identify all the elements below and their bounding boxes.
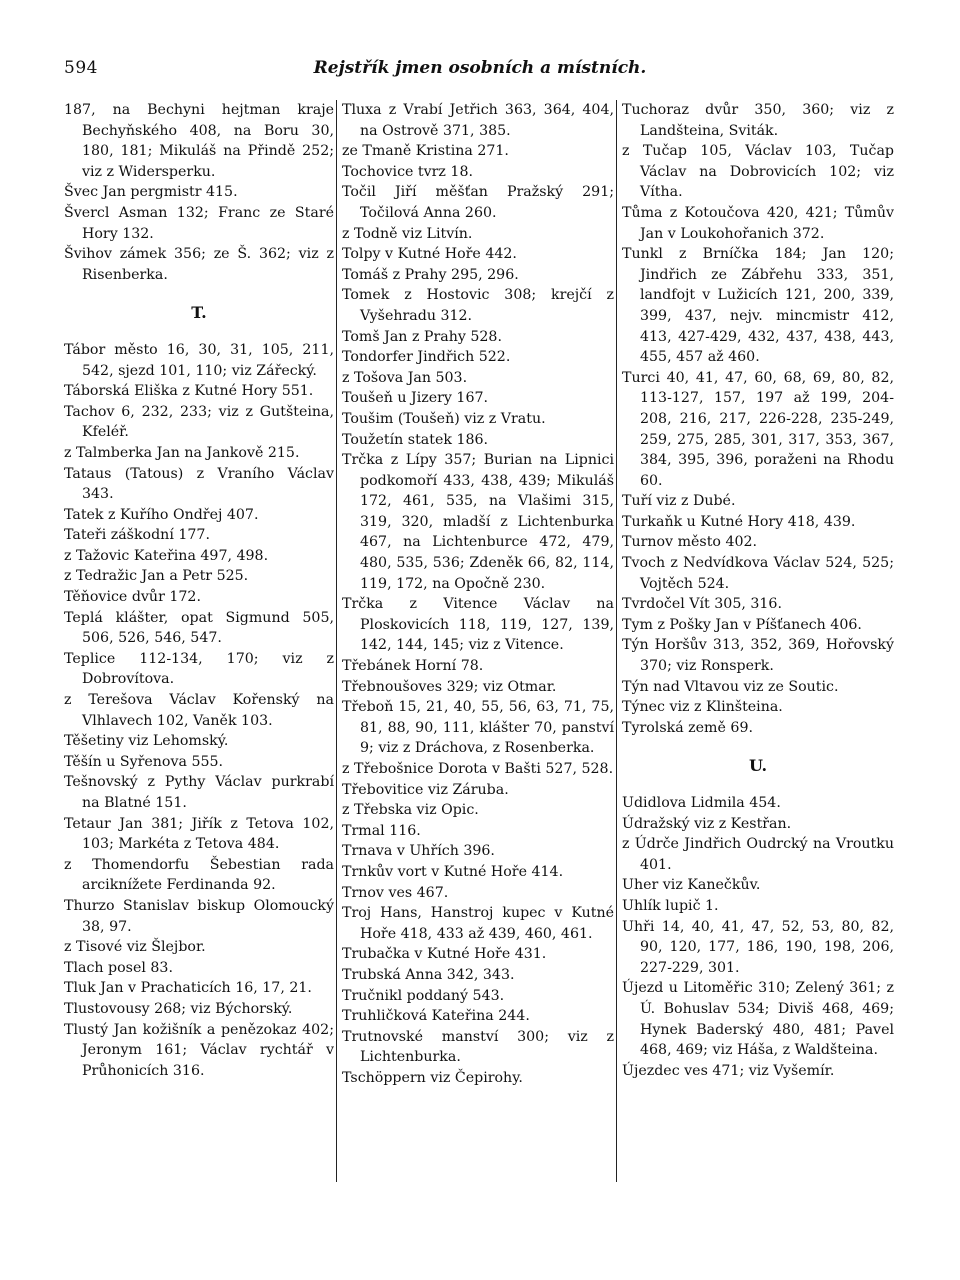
index-entry: Švec Jan pergmistr 415. xyxy=(64,184,238,201)
index-entry: Trčka z Lípy 357; Burian na Lipnici podkomoří 433, 438, 439; Mikuláš 172, 461, 535, na Vlašimi 315, 319, 320, mladší z Lichtenburka 467, na Lichtenburce 472, 479, 480, 535, 536; Zdeněk 66, 82, 114, 119, 172, na Opočně 230. xyxy=(342,452,614,592)
index-entry: Teplice 112-134, 170; viz z Dobrovítova. xyxy=(64,650,334,688)
index-entry: Tuří viz z Dubé. xyxy=(622,493,736,510)
index-entry: Trnov ves 467. xyxy=(342,884,449,901)
index-entry: Třebánek Horní 78. xyxy=(342,658,484,675)
column-divider xyxy=(616,100,617,1182)
index-entry: Tondorfer Jindřich 522. xyxy=(342,349,511,366)
index-entry: Tlustovousy 268; viz Býchorský. xyxy=(64,1000,293,1017)
index-entry: Trubská Anna 342, 343. xyxy=(342,966,515,983)
index-entry: 187, na Bechyni hejtman kraje Bechyňského 408, na Boru 30, 180, 181; Mikuláš na Přindě 252; viz z Widersperku. xyxy=(64,102,334,180)
running-title: Rejstřík jmen osobních a místních. xyxy=(313,58,647,78)
index-entry: Tůma z Kotoučova 420, 421; Tůmův Jan v Loukohořanich 372. xyxy=(622,204,894,242)
index-entry: Tluxa z Vrabí Jetřich 363, 364, 404, na Ostrově 371, 385. xyxy=(342,102,614,139)
index-entry: Třeboň 15, 21, 40, 55, 56, 63, 71, 75, 81, 88, 90, 111, klášter 70, panství 9; viz z Dráchova, z Rosenberka. xyxy=(342,699,614,757)
index-entry: z Todně viz Litvín. xyxy=(342,225,473,242)
index-entry: Turnov město 402. xyxy=(622,534,758,551)
index-entry: Švihov zámek 356; ze Š. 362; viz z Risenberka. xyxy=(64,246,334,283)
index-entry: z Tisové viz Šlejbor. xyxy=(64,939,206,956)
section-letter: U. xyxy=(748,756,768,776)
index-entry: Tschöppern viz Čepirohy. xyxy=(342,1069,523,1086)
index-entry: z Talmberka Jan na Jankově 215. xyxy=(64,444,300,461)
index-entry: ze Tmaně Kristina 271. xyxy=(342,143,509,160)
index-entry: Těšín u Syřenova 555. xyxy=(64,753,224,770)
index-entry: Těňovice dvůr 172. xyxy=(64,589,201,606)
index-entry: Tateři záškodní 177. xyxy=(64,527,210,544)
index-entry: Újezd u Litoměřic 310; Zelený 361; z Ú. Bohuslav 534; Diviš 468, 469; Hynek Baderský 480, 481; Pavel 468, 469; viz Háša, z Waldšteina. xyxy=(622,980,894,1059)
index-entry: Tábor město 16, 30, 31, 105, 211, 542, sjezd 101, 110; viz Zářecký. xyxy=(64,341,334,379)
index-entry: z Tošova Jan 503. xyxy=(342,369,468,386)
page-number: 594 xyxy=(64,58,98,78)
index-entry: z Terešova Václav Kořenský na Vlhlavech 102, Vaněk 103. xyxy=(64,692,334,729)
index-entry: Trmal 116. xyxy=(342,822,421,839)
index-entry: Tomáš z Prahy 295, 296. xyxy=(342,266,519,283)
index-entry: Újezdec ves 471; viz Vyšemír. xyxy=(622,1062,835,1079)
index-entry: z Tedražic Jan a Petr 525. xyxy=(64,568,249,585)
index-entry: Tataus (Tatous) z Vraního Václav 343. xyxy=(64,465,334,503)
index-entry: Tunkl z Brníčka 184; Jan 120; Jindřich ze Zábřehu 333, 351, landfojt v Lužicích 121, 200, 339, 399, 437, nejv. mincmistr 412, 413, 427-429, 432, 437, 438, 443, 455, 457 až 460. xyxy=(622,246,894,366)
index-entry: Týnec viz z Klinšteina. xyxy=(622,699,783,716)
index-column-left xyxy=(64,100,334,1190)
index-entry: z Třebska viz Opic. xyxy=(342,802,479,819)
index-entry: Thurzo Stanislav biskup Olomoucký 38, 97. xyxy=(64,897,334,935)
index-entry: Uhři 14, 40, 41, 47, 52, 53, 80, 82, 90, 120, 177, 186, 190, 198, 206, 227-229, 301. xyxy=(622,918,894,976)
index-entry: Tručnikl poddaný 543. xyxy=(342,987,505,1004)
index-entry: Trčka z Vitence Václav na Ploskovicích 118, 119, 127, 139, 142, 144, 145; viz z Vitence. xyxy=(342,596,614,654)
index-entry: Teplá klášter, opat Sigmund 505, 506, 526, 546, 547. xyxy=(64,609,334,647)
index-entry: z Tažovic Kateřina 497, 498. xyxy=(64,547,269,564)
index-entry: Tym z Pošky Jan v Píšťanech 406. xyxy=(622,616,862,633)
index-entry: Tolpy v Kutné Hoře 442. xyxy=(342,246,517,263)
index-entry: Toušim (Toušeň) viz z Vratu. xyxy=(342,410,546,427)
index-entry: Toužetín statek 186. xyxy=(342,431,489,448)
index-entry: Tvoch z Nedvídkova Václav 524, 525; Vojtěch 524. xyxy=(622,555,894,592)
index-entry: Švercl Asman 132; Franc ze Staré Hory 132. xyxy=(64,204,334,242)
index-entry: Točil Jiří měšťan Pražský 291; Točilová Anna 260. xyxy=(342,184,614,221)
index-entry: Troj Hans, Hanstroj kupec v Kutné Hoře 418, 433 až 439, 460, 461. xyxy=(342,905,614,942)
index-entry: Tatek z Kuřího Ondřej 407. xyxy=(64,506,259,523)
index-entry: Uher viz Kanečkův. xyxy=(622,877,761,894)
index-entry: Trutnovské manství 300; viz z Lichtenburka. xyxy=(342,1028,614,1066)
index-entry: z Thomendorfu Šebestian rada arciknížete Ferdinanda 92. xyxy=(64,856,334,894)
index-entry: Tyrolská země 69. xyxy=(622,719,753,736)
index-entry: Tlustý Jan kožišník a penězokaz 402; Jeronym 161; Václav rychtář v Průhonicích 316. xyxy=(64,1021,334,1079)
index-entry: Třebnoušoves 329; viz Otmar. xyxy=(342,678,557,695)
index-entry: Tomš Jan z Prahy 528. xyxy=(342,328,502,345)
index-entry: Tetaur Jan 381; Jiřík z Tetova 102, 103; Markéta z Tetova 484. xyxy=(64,815,334,853)
index-entry: Táborská Eliška z Kutné Hory 551. xyxy=(64,383,314,400)
index-entry: Třebovitice viz Záruba. xyxy=(342,781,509,798)
column-divider xyxy=(336,100,337,1182)
index-entry: z Údrče Jindřich Oudrcký na Vroutku 401. xyxy=(622,836,894,873)
index-entry: Tešnovský z Pythy Václav purkrabí na Blatné 151. xyxy=(64,774,334,811)
index-entry: Tuchoraz dvůr 350, 360; viz z Landšteina, Sviták. xyxy=(622,102,894,139)
index-entry: z Třebošnice Dorota v Bašti 527, 528. xyxy=(342,761,614,777)
index-entry: Udidlova Lidmila 454. xyxy=(622,795,781,811)
index-entry: Uhlík lupič 1. xyxy=(622,897,719,914)
index-entry: Těšetiny viz Lehomský. xyxy=(64,733,229,750)
index-entry: Trubačka v Kutné Hoře 431. xyxy=(342,946,547,963)
index-entry: Údražský viz z Kestřan. xyxy=(622,815,792,832)
section-letter: T. xyxy=(191,303,207,323)
index-entry: Truhličková Kateřina 244. xyxy=(342,1008,530,1025)
index-entry: Trnava v Uhřích 396. xyxy=(342,843,495,860)
index-entry: Tlach posel 83. xyxy=(64,959,173,976)
index-entry: Týn nad Vltavou viz ze Soutic. xyxy=(622,678,839,695)
index-entry: Tluk Jan v Prachaticích 16, 17, 21. xyxy=(64,980,312,997)
index-entry: Trnkův vort v Kutné Hoře 414. xyxy=(342,863,564,880)
index-entry: Turci 40, 41, 47, 60, 68, 69, 80, 82, 113-127, 157, 197 až 199, 204-208, 216, 217, 226-228, 235-249, 259, 275, 285, 301, 317, 353, 367, 384, 395, 396, poraženi na Rhodu 60. xyxy=(622,369,894,489)
index-entry: Toušeň u Jizery 167. xyxy=(342,390,489,407)
index-entry: Tvrdočel Vít 305, 316. xyxy=(622,596,782,613)
index-column-right xyxy=(622,100,894,1190)
index-entry: Týn Horšův 313, 352, 369, Hořovský 370; viz Ronsperk. xyxy=(622,637,894,675)
index-entry: Tochovice tvrz 18. xyxy=(342,163,473,180)
index-entry: Tomek z Hostovic 308; krejčí z Vyšehradu 312. xyxy=(342,287,614,324)
index-entry: Tachov 6, 232, 233; viz z Gutšteina, Kfeléř. xyxy=(64,403,334,441)
index-entry: z Tučap 105, Václav 103, Tučap Václav na Dobrovicích 102; viz Vítha. xyxy=(622,143,894,201)
index-entry: Turkaňk u Kutné Hory 418, 439. xyxy=(622,513,856,530)
index-column-middle xyxy=(342,100,614,1190)
